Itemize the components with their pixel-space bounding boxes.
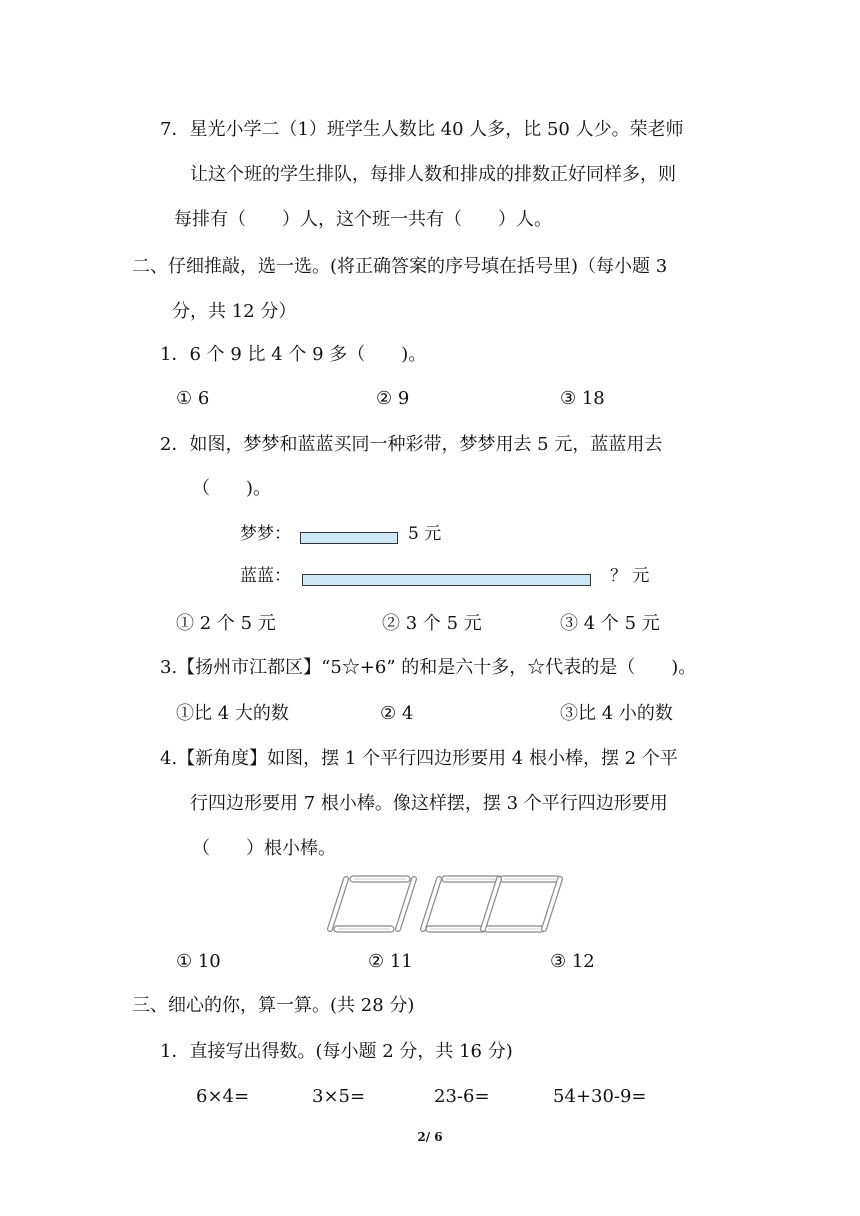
s2-q4-option-2: ② 11	[368, 951, 413, 972]
s2-q4-line2: 行四边形要用 7 根小棒。像这样摆，摆 3 个平行四边形要用	[190, 793, 668, 814]
s3-q1-text: 1．直接写出得数。(每小题 2 分，共 16 分)	[160, 1041, 513, 1062]
s2-q1-text: 1．6 个 9 比 4 个 9 多（ )。	[160, 344, 427, 365]
s2-q4-option-3: ③ 12	[550, 951, 595, 972]
q7-line3: 每排有（ ）人，这个班一共有（ ）人。	[174, 209, 552, 230]
s2-q2-option-2: ② 3 个 5 元	[382, 613, 482, 634]
s2-q2-option-3: ③ 4 个 5 元	[560, 613, 660, 634]
parallelogram-one	[330, 876, 414, 932]
q7-line1: 7．星光小学二（1）班学生人数比 40 人多，比 50 人少。荣老师	[160, 119, 684, 140]
s2-q4-line1: 4.【新角度】如图，摆 1 个平行四边形要用 4 根小棒，摆 2 个平	[160, 748, 678, 769]
s2-q2-option-1: ① 2 个 5 元	[176, 613, 276, 634]
s2-q4-option-1: ① 10	[176, 951, 221, 972]
ribbon-label-lanlan: 蓝蓝：	[240, 566, 291, 586]
s2-q3-option-2: ② 4	[380, 703, 414, 724]
ribbon-bar-mengmeng	[300, 532, 398, 544]
calc-item-1: 6×4=	[196, 1086, 250, 1107]
section2-title-line2: 分，共 12 分）	[172, 301, 297, 322]
s2-q2-line2: （ )。	[192, 478, 272, 499]
s2-q3-option-3: ③比 4 小的数	[560, 703, 673, 724]
section2-title-line1: 二、仔细推敲，选一选。(将正确答案的序号填在括号里)（每小题 3	[132, 256, 668, 277]
section3-title: 三、细心的你，算一算。(共 28 分)	[132, 995, 415, 1016]
s2-q1-option-2: ② 9	[376, 388, 410, 409]
s2-q4-line3: （ ）根小棒。	[192, 838, 336, 859]
s2-q2-line1: 2．如图，梦梦和蓝蓝买同一种彩带，梦梦用去 5 元，蓝蓝用去	[160, 434, 663, 455]
s2-q1-option-1: ① 6	[176, 388, 210, 409]
calc-item-3: 23-6=	[434, 1086, 490, 1107]
s2-q1-option-3: ③ 18	[560, 388, 605, 409]
parallelogram-two	[423, 876, 560, 932]
ribbon-value-mengmeng: 5 元	[408, 524, 442, 544]
ribbon-value-lanlan: ？ 元	[610, 566, 650, 586]
ribbon-label-mengmeng: 梦梦：	[240, 524, 291, 544]
q7-line2: 让这个班的学生排队，每排人数和排成的排数正好同样多，则	[190, 164, 676, 185]
s2-q3-text: 3.【扬州市江都区】“5☆+6” 的和是六十多，☆代表的是（ )。	[160, 657, 697, 678]
ribbon-bar-lanlan	[302, 574, 591, 586]
page-number: 2/ 6	[417, 1130, 443, 1144]
calc-item-2: 3×5=	[312, 1086, 366, 1107]
calc-item-4: 54+30-9=	[553, 1086, 647, 1107]
parallelogram-sticks-figure	[322, 870, 567, 938]
s2-q3-option-1: ①比 4 大的数	[176, 703, 289, 724]
